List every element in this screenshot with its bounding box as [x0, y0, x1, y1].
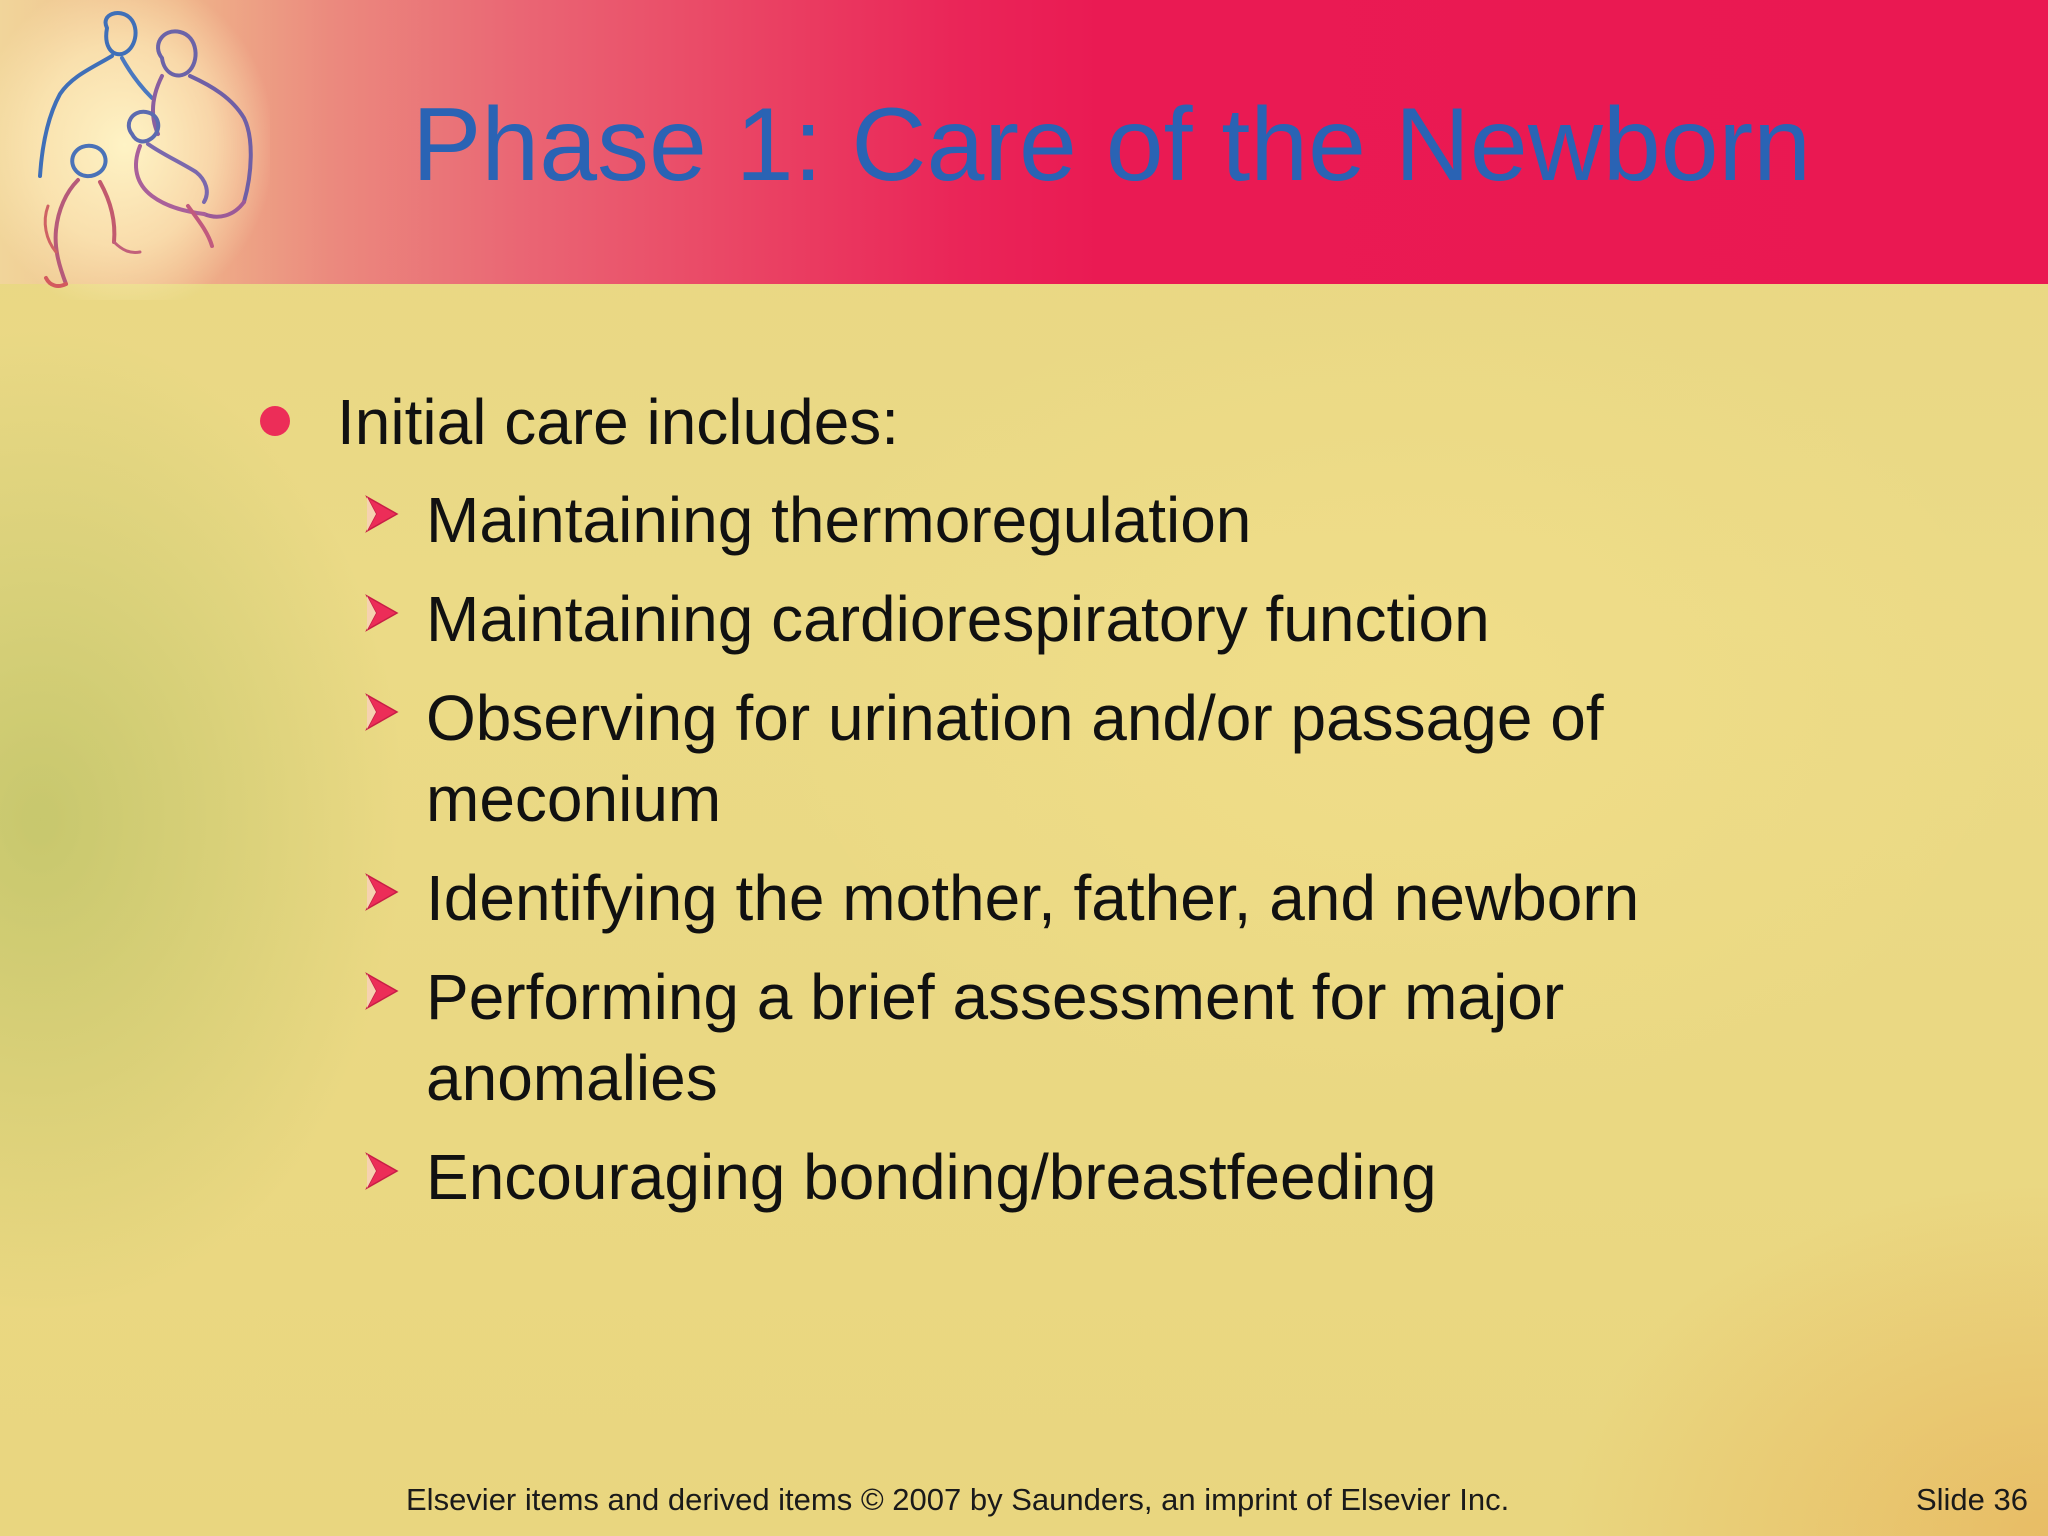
- arrow-bullet-icon: [364, 872, 400, 912]
- arrow-bullet-icon: [364, 1151, 400, 1191]
- sub-bullet-list: [364, 480, 1724, 1236]
- sub-bullet-text: Maintaining cardiorespiratory function: [426, 583, 1490, 655]
- bullet-text: Initial care includes:: [337, 386, 900, 458]
- arrow-bullet-icon: [364, 593, 400, 633]
- sub-bullet-item: [364, 579, 1724, 660]
- sub-bullet-item: [364, 480, 1724, 561]
- circle-bullet-icon: [260, 406, 290, 436]
- sub-bullet-item: [364, 858, 1724, 939]
- sub-bullet-text: Maintaining thermoregulation: [426, 484, 1252, 556]
- slide-title: Phase 1: Care of the Newborn: [412, 87, 1812, 203]
- sub-bullet-item: [364, 957, 1724, 1119]
- arrow-bullet-icon: [364, 971, 400, 1011]
- copyright-footer: Elsevier items and derived items © 2007 by Saunders, an imprint of Elsevier Inc.: [406, 1482, 1510, 1517]
- sub-bullet-item: [364, 1137, 1724, 1218]
- sub-bullet-text: Identifying the mother, father, and newborn: [426, 862, 1640, 934]
- sub-bullet-text: Encouraging bonding/breastfeeding: [426, 1141, 1437, 1213]
- sub-bullet-text: Performing a brief assessment for major anomalies: [426, 961, 1565, 1114]
- sub-bullet-text: Observing for urination and/or passage of meconium: [426, 682, 1604, 835]
- arrow-bullet-icon: [364, 494, 400, 534]
- slide-number: Slide 36: [1915, 1482, 2028, 1517]
- arrow-bullet-icon: [364, 692, 400, 732]
- sub-bullet-item: [364, 678, 1724, 840]
